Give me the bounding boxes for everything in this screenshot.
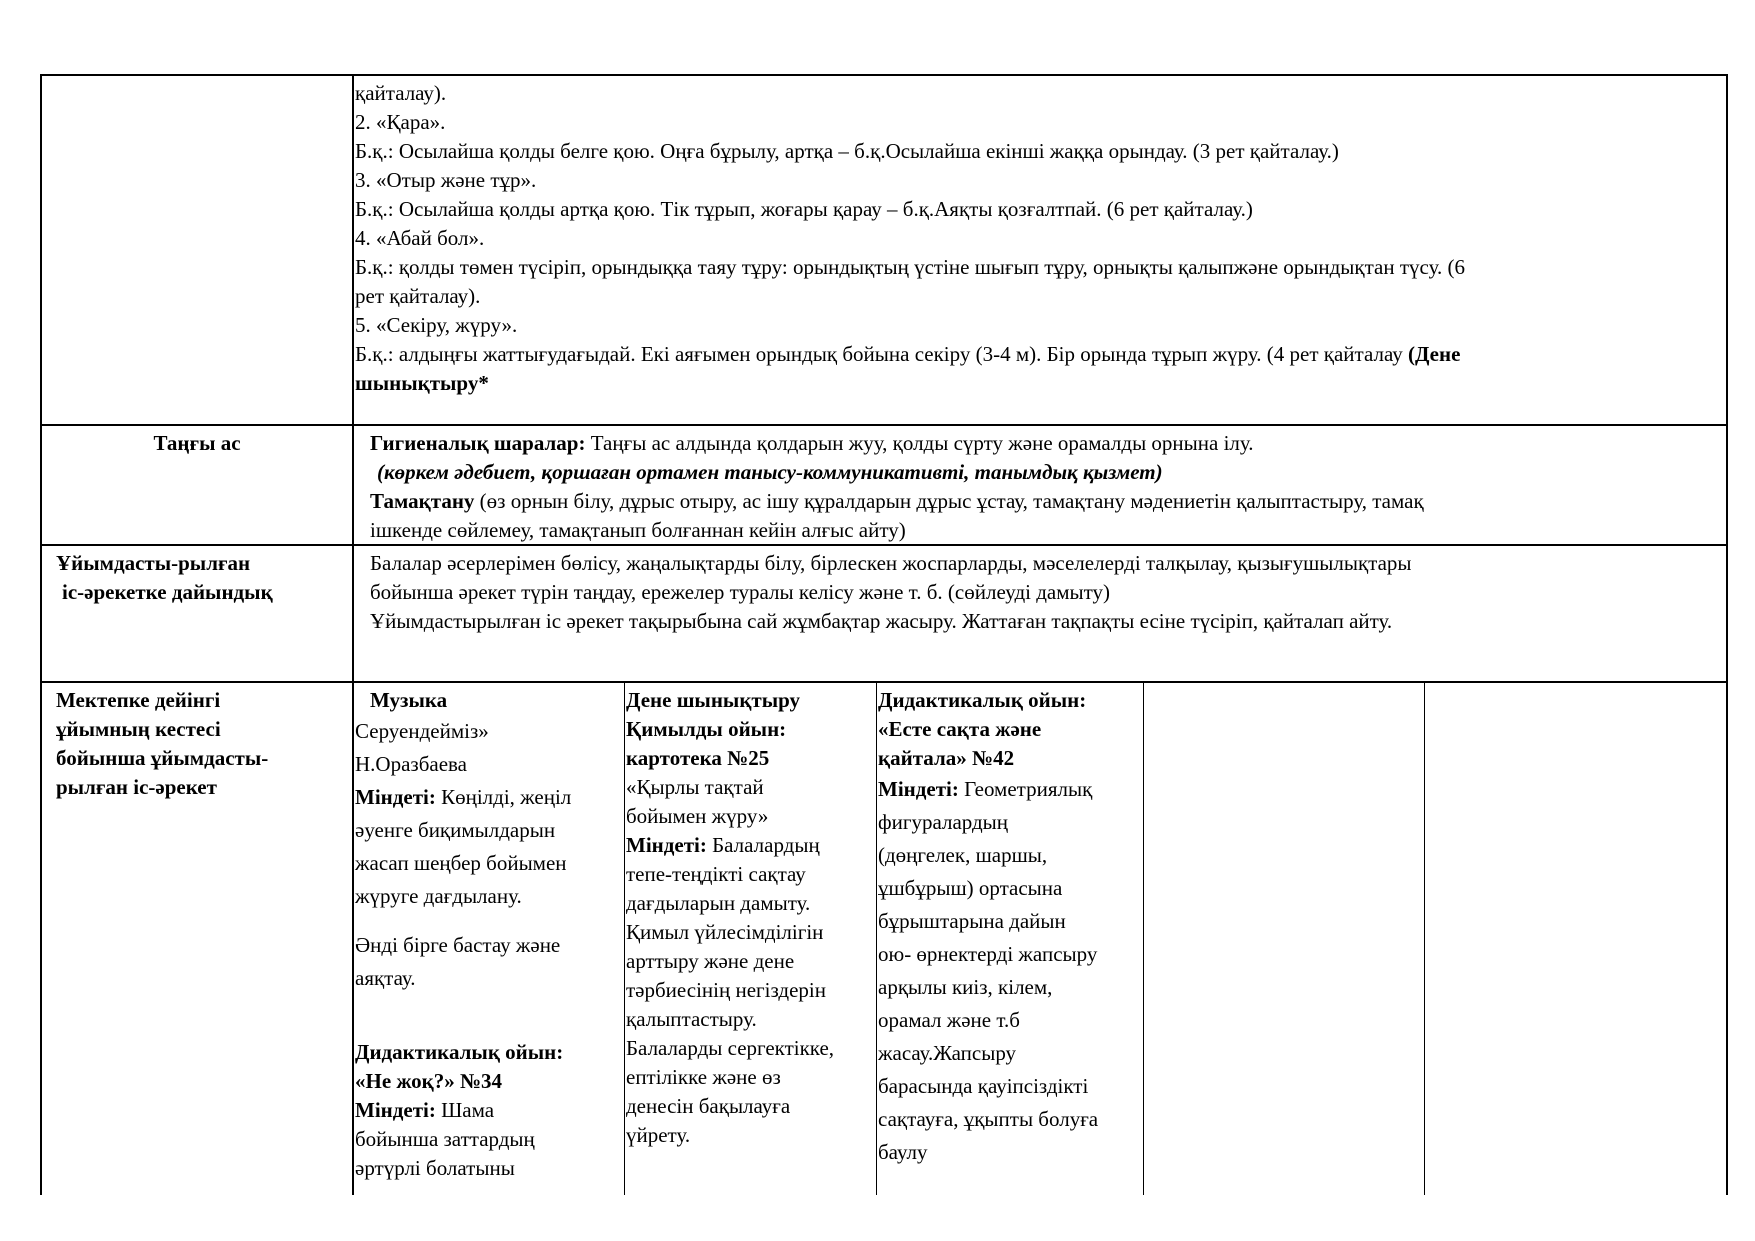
- exercise-line: рет қайталау).: [355, 284, 481, 308]
- music-task-line: жасап шеңбер бойымен: [355, 851, 567, 875]
- dg-task-line: [878, 773, 1140, 806]
- row-divider-1: [40, 424, 1728, 426]
- exercise-line-last: [355, 340, 1720, 369]
- physical-ed-cell: [626, 686, 874, 1150]
- table-border-top: [40, 74, 1728, 76]
- activity-label-line: ұйымның кестесі: [56, 717, 221, 741]
- pe-task-line: денесін бақылауға: [626, 1094, 791, 1118]
- eating-text: (өз орнын білу, дұрыс отыру, ас ішу құралдарын дұрыс ұстау, тамақтану мәдениетін қалыптастыру, тамақ: [474, 489, 1424, 513]
- music-author: Н.Оразбаева: [355, 752, 467, 776]
- music-task-line: жүруге дағдылану.: [355, 884, 522, 908]
- exercise-line: 4. «Абай бол».: [355, 226, 485, 250]
- pe-task-line: үйрету.: [626, 1123, 691, 1147]
- preparation-label-line: іс-әрекетке дайындық: [62, 580, 273, 604]
- exercise-line: 2. «Қара».: [355, 110, 446, 134]
- col-divider-1: [624, 682, 625, 1195]
- music-song: Серуендейміз»: [355, 719, 489, 743]
- pe-task-line: тәрбиесінің негіздерін: [626, 978, 826, 1002]
- dg-task-line: жасау.Жапсыру: [878, 1041, 1017, 1065]
- dg-task-line: ою- өрнектерді жапсыру: [878, 942, 1098, 966]
- exercise-bold-line: шынықтыру*: [355, 371, 489, 395]
- game-task-line: әртүрлі болатыны: [355, 1156, 515, 1180]
- game-task-bold: Міндеті:: [355, 1098, 436, 1122]
- pe-task-line: [626, 831, 874, 860]
- dg-task-line: бұрыштарына дайын: [878, 909, 1066, 933]
- dg-title-line: қайтала» №42: [878, 746, 1015, 770]
- pe-title-line: Қимылды ойын:: [626, 717, 787, 741]
- preparation-line: бойынша әрекет түрін таңдау, ережелер туралы келісу және т. б. (сөйлеуді дамыту): [370, 580, 1111, 604]
- dg-task-line: фигуралардың: [878, 810, 1009, 834]
- music-task-text: Көңілді, жеңіл: [435, 785, 572, 809]
- exercise-line: қайталау).: [355, 81, 447, 105]
- preparation-label-line: Ұйымдасты-рылған: [56, 551, 251, 575]
- dg-title-line: «Есте сақта және: [878, 717, 1042, 741]
- preparation-line: Ұйымдастырылған іс әрекет тақырыбына сай жұмбақтар жасыру. Жаттаған тақпақты есіне түсіріп, қайталап айту.: [370, 609, 1393, 633]
- organized-activity-label: [56, 686, 350, 802]
- pe-task-line: дағдыларын дамыту.: [626, 891, 811, 915]
- pe-task-line: қалыптастыру.: [626, 1007, 757, 1031]
- pe-title-line: картотека №25: [626, 746, 770, 770]
- eating-line-2: ішкенде сөйлемеу, тамақтанып болғаннан кейін алғыс айту): [370, 518, 906, 542]
- pe-task-line: Қимыл үйлесімділігін: [626, 920, 824, 944]
- exercise-line: Б.қ.: Осылайша қолды артқа қою. Тік тұрып, жоғары қарау – б.қ.Аяқты қозғалтпай. (6 рет қайталау.): [355, 197, 1253, 221]
- eating-line: [370, 487, 1720, 516]
- song-line: аяқтау.: [355, 966, 416, 990]
- music-task-line: әуенге биқимылдарын: [355, 818, 556, 842]
- breakfast-cell: [370, 429, 1720, 545]
- game-title-line: Дидактикалық ойын:: [355, 1040, 564, 1064]
- pe-name-line: бойымен жүру»: [626, 804, 769, 828]
- dg-task-line: баулу: [878, 1140, 928, 1164]
- pe-name-line: «Қырлы тақтай: [626, 775, 764, 799]
- activity-label-line: бойынша ұйымдасты-: [56, 746, 269, 770]
- col-divider-3: [1143, 682, 1144, 1195]
- table-border-right: [1726, 74, 1728, 1195]
- exercise-line: 3. «Отыр және тұр».: [355, 168, 537, 192]
- dg-task-line: сақтауға, ұқыпты болуға: [878, 1107, 1099, 1131]
- exercise-text: Б.қ.: алдыңғы жаттығудағыдай. Екі аяғымен орындық бойына секіру (3-4 м). Бір орында тұрып жүру. (4 рет қайталау: [355, 342, 1403, 366]
- hygiene-line: [370, 429, 1720, 458]
- hygiene-text: Таңғы ас алдында қолдарын жуу, қолды сүрту және орамалды орнына ілу.: [585, 431, 1254, 455]
- exercise-line: Б.қ.: Осылайша қолды белге қою. Оңға бұрылу, артқа – б.қ.Осылайша екінші жаққа орындау. (3 рет қайталау.): [355, 139, 1339, 163]
- music-task-bold: Міндеті:: [355, 785, 436, 809]
- game-task-text: Шама: [435, 1098, 495, 1122]
- didactic-game-cell: [878, 686, 1140, 1169]
- game-task-line: [355, 1096, 621, 1125]
- pe-task-bold: Міндеті:: [626, 833, 707, 857]
- music-cell: [355, 686, 621, 1183]
- exercise-line: 5. «Секіру, жүру».: [355, 313, 518, 337]
- pe-task-line: арттыру және дене: [626, 949, 795, 973]
- integration-line: (көркем әдебиет, қоршаған ортамен танысу-коммуникативті, танымдық қызмет): [377, 460, 1163, 484]
- eating-bold: Тамақтану: [370, 489, 475, 513]
- col-divider-2: [876, 682, 877, 1195]
- dg-task-line: барасында қауіпсіздікті: [878, 1074, 1089, 1098]
- game-title-line: «Не жоқ?» №34: [355, 1069, 503, 1093]
- pe-task-line: ептілікке және өз: [626, 1065, 781, 1089]
- label-column-divider: [352, 74, 354, 1195]
- exercise-bold: (Дене: [1407, 342, 1461, 366]
- pe-task-line: Балаларды сергектікке,: [626, 1036, 835, 1060]
- pe-task-line: тепе-теңдікті сақтау: [626, 862, 806, 886]
- dg-task-text: Геометриялық: [958, 777, 1093, 801]
- col-divider-4: [1424, 682, 1425, 1195]
- game-task-line: бойынша заттардың: [355, 1127, 535, 1151]
- dg-task-line: (дөңгелек, шаршы,: [878, 843, 1048, 867]
- dg-task-bold: Міндеті:: [878, 777, 959, 801]
- dg-task-line: орамал және т.б: [878, 1008, 1020, 1032]
- preparation-cell: [370, 549, 1720, 636]
- exercises-cell: [355, 79, 1720, 398]
- row-divider-3: [40, 681, 1728, 683]
- dg-task-line: арқылы киіз, кілем,: [878, 975, 1053, 999]
- song-line: Әнді бірге бастау және: [355, 933, 561, 957]
- hygiene-bold: Гигиеналық шаралар:: [370, 431, 586, 455]
- music-title: Музыка: [370, 688, 448, 712]
- preparation-line: Балалар әсерлерімен бөлісу, жаңалықтарды білу, бірлескен жоспарларды, мәселелерді талқылау, қызығушылықтары: [370, 551, 1412, 575]
- dg-title-line: Дидактикалық ойын:: [878, 688, 1087, 712]
- exercise-line: Б.қ.: қолды төмен түсіріп, орындыққа таяу тұру: орындықтың үстіне шығып тұру, орнықты қалыпжәне орындықтан түсу. (6: [355, 255, 1465, 279]
- dg-task-line: ұшбұрыш) ортасына: [878, 876, 1063, 900]
- activity-label-line: Мектепке дейінгі: [56, 688, 221, 712]
- table-border-left: [40, 74, 42, 1195]
- pe-task-text: Балалардың: [706, 833, 820, 857]
- breakfast-label: Таңғы ас: [153, 431, 241, 455]
- preparation-label: [56, 549, 350, 607]
- activity-label-line: рылған іс-әрекет: [56, 775, 217, 799]
- pe-title-line: Дене шынықтыру: [626, 688, 801, 712]
- music-task-line: [355, 781, 621, 814]
